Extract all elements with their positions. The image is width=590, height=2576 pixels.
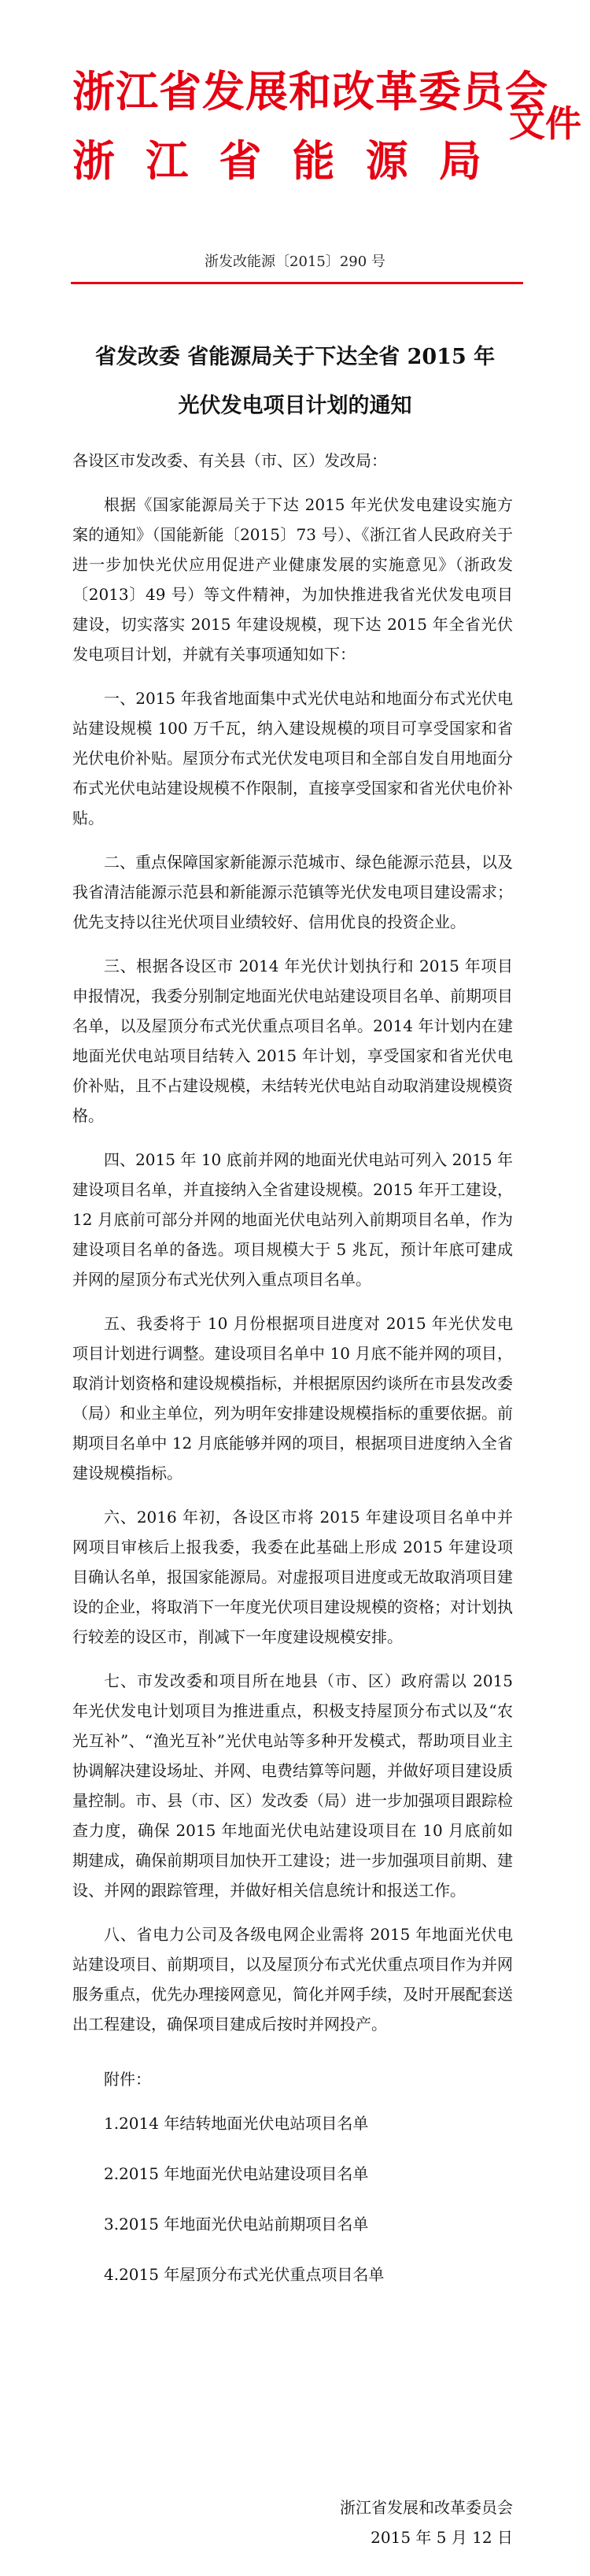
header-wenjian-suffix: 文件	[509, 102, 581, 145]
header-org-line1: 浙江省发展和改革委员会	[72, 67, 548, 117]
header-org-line2-char: 浙	[72, 136, 115, 186]
document-header	[72, 61, 581, 219]
signature-org: 浙江省发展和改革委员会	[340, 2498, 513, 2517]
attachment-item: 3.2015 年地面光伏电站前期项目名单	[104, 2215, 369, 2234]
header-org-line2	[72, 136, 481, 186]
body-paragraph: 根据《国家能源局关于下达 2015 年光伏发电建设实施方案的通知》（国能新能〔2015〕73 号）、《浙江省人民政府关于进一步加快光伏应用促进产业健康发展的实施意见》（浙政发〔2013〕49 号）等文件精神，为加快推进我省光伏发电项目建设，切实落实 2015 年建设规模，现下达 2015 年全省光伏发电项目计划，并就有关事项通知如下：	[72, 495, 513, 664]
document-body	[72, 446, 513, 2310]
attachment-item: 1.2014 年结转地面光伏电站项目名单	[104, 2114, 369, 2133]
body-paragraph: 五、我委将于 10 月份根据项目进度对 2015 年光伏发电项目计划进行调整。建设项目名单中 10 月底不能并网的项目，取消计划资格和建设规模指标，并根据原因约谈所在市县发改委（局）和业主单位，列为明年安排建设规模指标的重要依据。前期项目名单中 12 月底能够并网的项目，根据项目进度纳入全省建设规模指标。	[72, 1314, 513, 1482]
document-title-line2: 光伏发电项目计划的通知	[178, 394, 412, 418]
attachments-heading: 附件：	[104, 2070, 151, 2089]
header-org-line2-char: 源	[365, 136, 408, 186]
body-paragraph: 六、2016 年初，各设区市将 2015 年建设项目名单中并网项目审核后上报我委，我委在此基础上形成 2015 年建设项目确认名单，报国家能源局。对虚报项目进度或无故取消项目建设的企业，将取消下一年度光伏项目建设规模的资格；对计划执行较差的设区市，削减下一年度建设规模安排。	[72, 1508, 513, 1646]
body-paragraph: 八、省电力公司及各级电网企业需将 2015 年地面光伏电站建设项目、前期项目，以及屋顶分布式光伏重点项目作为并网服务重点，优先办理接网意见，简化并网手续，及时开展配套送出工程建设，确保项目建成后按时并网投产。	[72, 1925, 513, 2034]
header-org-line2-char: 局	[438, 136, 481, 186]
signature-date: 2015 年 5 月 12 日	[371, 2528, 513, 2547]
body-paragraph: 一、2015 年我省地面集中式光伏电站和地面分布式光伏电站建设规模 100 万千瓦，纳入建设规模的项目可享受国家和省光伏电价补贴。屋顶分布式光伏发电项目和全部自发自用地面分布式光伏电站建设规模不作限制，直接享受国家和省光伏电价补贴。	[72, 689, 513, 827]
header-org-line2-char: 江	[146, 136, 189, 186]
body-paragraph: 三、根据各设区市 2014 年光伏计划执行和 2015 年项目申报情况，我委分别制定地面光伏电站建设项目名单、前期项目名单，以及屋顶分布式光伏重点项目名单。2014 年计划内在建地面光伏电站项目结转入 2015 年计划，享受国家和省光伏电价补贴，且不占建设规模，未结转光伏电站自动取消建设规模资格。	[72, 957, 513, 1125]
body-paragraph: 四、2015 年 10 底前并网的地面光伏电站可列入 2015 年建设项目名单，并直接纳入全省建设规模。2015 年开工建设，12 月底前可部分并网的地面光伏电站列入前期项目名单，作为建设项目名单的备选。项目规模大于 5 兆瓦，预计年底可建成并网的屋顶分布式光伏列入重点项目名单。	[72, 1150, 513, 1289]
attachment-item: 4.2015 年屋顶分布式光伏重点项目名单	[104, 2265, 385, 2284]
header-org-line2-char: 能	[292, 136, 335, 186]
body-paragraph: 七、市发改委和项目所在地县（市、区）政府需以 2015 年光伏发电计划项目为推进重点，积极支持屋顶分布式以及“农光互补”、“渔光互补”光伏电站等多种开发模式，帮助项目业主协调解决建设场址、并网、电费结算等问题，并做好项目建设质量控制。市、县（市、区）发改委（局）进一步加强项目跟踪检查力度，确保 2015 年地面光伏电站建设项目在 10 月底前如期建成，确保前期项目加快开工建设；进一步加强项目前期、建设、并网的跟踪管理，并做好相关信息统计和报送工作。	[72, 1671, 513, 1900]
document-title-line1: 省发改委 省能源局关于下达全省 2015 年	[94, 345, 496, 369]
attachment-item: 2.2015 年地面光伏电站建设项目名单	[104, 2164, 369, 2183]
body-paragraph: 二、重点保障国家新能源示范城市、绿色能源示范县，以及我省清洁能源示范县和新能源示范镇等光伏发电项目建设需求；优先支持以往光伏项目业绩较好、信用优良的投资企业。	[72, 853, 513, 931]
document-number: 浙发改能源〔2015〕290 号	[205, 254, 385, 270]
addressee: 各设区市发改委、有关县（市、区）发改局：	[72, 451, 387, 470]
signature-block	[340, 2493, 513, 2552]
header-org-line2-char: 省	[219, 136, 262, 186]
red-separator-rule	[71, 282, 523, 284]
